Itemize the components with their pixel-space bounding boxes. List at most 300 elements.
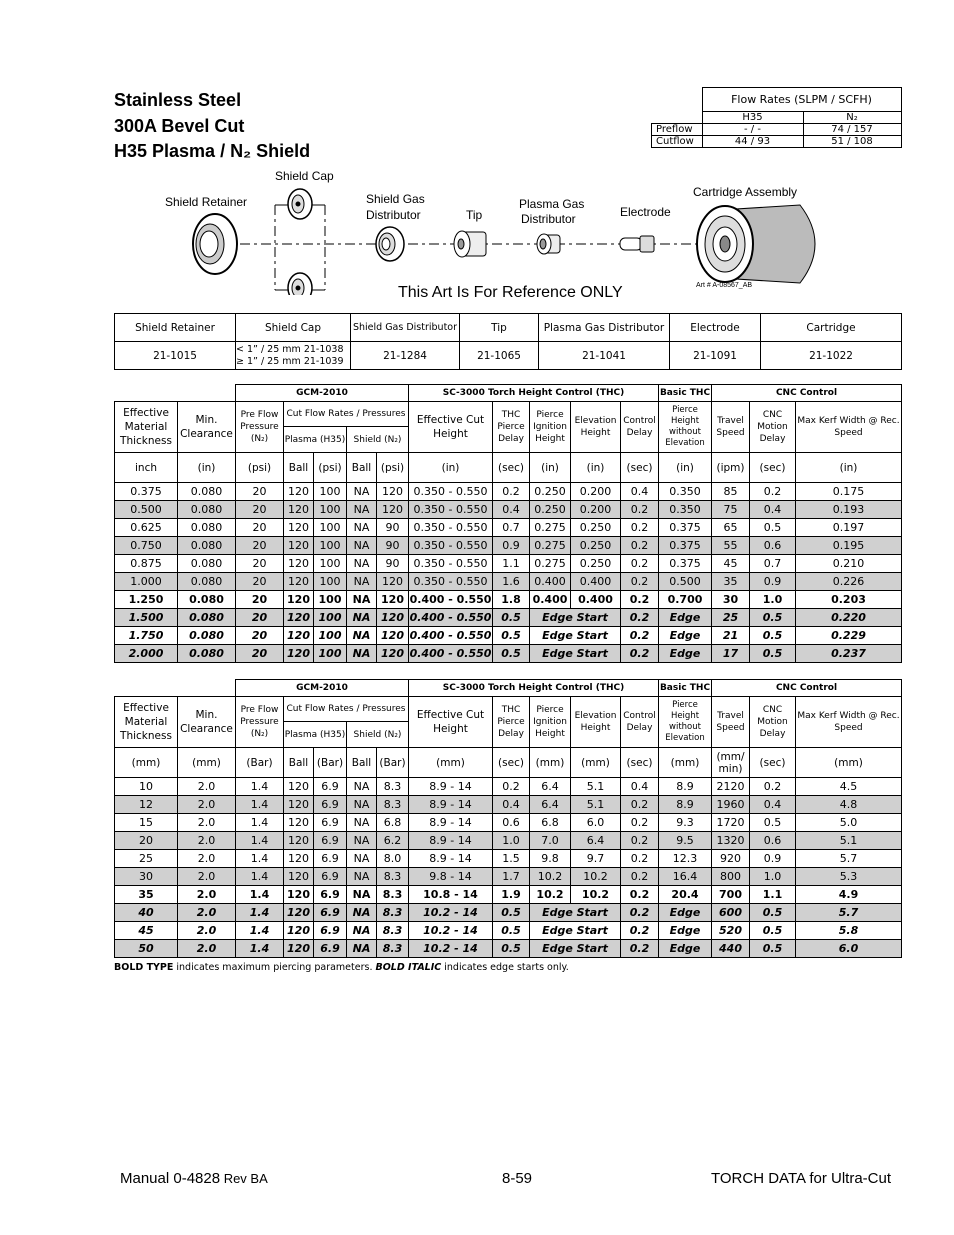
art-number: Art # A-08567_AB	[696, 282, 753, 289]
table-cell: 0.226	[796, 573, 902, 591]
table-row	[115, 922, 902, 940]
table-cell: Edge	[659, 609, 712, 627]
flow-cutflow-h35: 44 / 93	[702, 136, 803, 148]
table-cell: 0.080	[178, 519, 236, 537]
table-cell: 1.5	[493, 850, 530, 868]
table-row	[115, 886, 902, 904]
table-cell: 0.200	[571, 483, 621, 501]
table-cell: 0.4	[621, 483, 659, 501]
unit-cell: (Bar)	[377, 748, 409, 778]
table-cell: 1.500	[115, 609, 178, 627]
table-cell: 8.3	[377, 778, 409, 796]
table-cell: 2120	[712, 778, 750, 796]
parts-header: Plasma Gas Distributor	[539, 314, 670, 342]
table-cell: 100	[314, 573, 347, 591]
table-cell: 2.0	[178, 850, 236, 868]
header-preflow-pressure: Pre Flow Pressure (N₂)	[236, 697, 284, 748]
table-cell: NA	[347, 609, 377, 627]
table-cell: 9.8 - 14	[409, 868, 493, 886]
table-cell: 0.080	[178, 537, 236, 555]
table-cell: 0.400 - 0.550	[409, 591, 493, 609]
table-cell: 1.1	[493, 555, 530, 573]
label-shield-retainer: Shield Retainer	[165, 195, 248, 209]
table-cell: 6.9	[314, 886, 347, 904]
table-cell: 0.5	[750, 627, 796, 645]
table-cell: NA	[347, 519, 377, 537]
table-cell: 0.350 - 0.550	[409, 519, 493, 537]
table-cell: 4.8	[796, 796, 902, 814]
table-cell: 90	[377, 537, 409, 555]
unit-cell: Ball	[284, 453, 314, 483]
table-cell: 0.875	[115, 555, 178, 573]
table-cell: 0.5	[493, 645, 530, 663]
shield-cap-drawing	[288, 189, 312, 295]
table-cell: 1.750	[115, 627, 178, 645]
table-cell: 12.3	[659, 850, 712, 868]
table-cell: 0.080	[178, 483, 236, 501]
legend-bold-italic-text: indicates edge starts only.	[441, 962, 569, 973]
table-cell: 0.250	[530, 483, 571, 501]
table-cell: 0.195	[796, 537, 902, 555]
unit-cell: (mm/ min)	[712, 748, 750, 778]
table-cell: 20	[115, 832, 178, 850]
legend-bold-italic-label: BOLD ITALIC	[375, 962, 442, 973]
header-cutflow-rates: Cut Flow Rates / Pressures	[284, 402, 409, 427]
table-cell: 6.9	[314, 850, 347, 868]
table-cell: 1.0	[750, 591, 796, 609]
table-cell: 5.7	[796, 850, 902, 868]
header-min-clearance: Min. Clearance	[178, 402, 236, 453]
table-row	[115, 645, 902, 663]
table-cell: 5.8	[796, 922, 902, 940]
header-elevation-height: Elevation Height	[571, 402, 621, 453]
table-cell: 0.080	[178, 573, 236, 591]
table-cell: 2.000	[115, 645, 178, 663]
legend-note	[114, 962, 569, 973]
table-cell: 120	[284, 868, 314, 886]
table-cell: 6.4	[530, 796, 571, 814]
table-cell: 6.0	[796, 940, 902, 958]
table-cell: 0.250	[571, 537, 621, 555]
flow-col-n2: N₂	[803, 112, 901, 124]
table-cell: 1.4	[236, 922, 284, 940]
parts-header: Shield Retainer	[115, 314, 236, 342]
table-cell: 2.0	[178, 796, 236, 814]
table-cell: 120	[377, 609, 409, 627]
header-control-delay: Control Delay	[621, 402, 659, 453]
table-cell: NA	[347, 814, 377, 832]
table-cell: 6.4	[530, 778, 571, 796]
table-cell: Edge	[659, 904, 712, 922]
unit-cell: (in)	[178, 453, 236, 483]
unit-cell: (Bar)	[314, 748, 347, 778]
title-gas: H35 Plasma / N₂ Shield	[114, 141, 311, 161]
flow-preflow-label: Preflow	[652, 124, 703, 136]
table-cell: 15	[115, 814, 178, 832]
flow-cutflow-n2: 51 / 108	[803, 136, 901, 148]
table-row	[115, 904, 902, 922]
header-min-clearance: Min. Clearance	[178, 697, 236, 748]
table-cell: 0.2	[621, 555, 659, 573]
table-cell: 1.000	[115, 573, 178, 591]
table-cell: 0.5	[493, 940, 530, 958]
table-cell: 90	[377, 555, 409, 573]
table-cell: Edge	[659, 922, 712, 940]
table-cell: 0.9	[750, 850, 796, 868]
table-cell: 100	[314, 555, 347, 573]
header-eff-thickness: Effective Material Thickness	[115, 697, 178, 748]
table-cell: 0.6	[493, 814, 530, 832]
table-cell: 0.350 - 0.550	[409, 573, 493, 591]
flow-rates-table	[651, 87, 902, 148]
table-cell: 0.350 - 0.550	[409, 555, 493, 573]
table-cell: 100	[314, 627, 347, 645]
table-cell: 0.4	[621, 778, 659, 796]
table-cell: 0.700	[659, 591, 712, 609]
table-cell: 20	[236, 591, 284, 609]
table-row	[115, 501, 902, 519]
table-cell: 1.4	[236, 868, 284, 886]
table-cell: 10.2	[530, 886, 571, 904]
table-cell: 75	[712, 501, 750, 519]
part-number-shield-cap	[236, 342, 351, 370]
table-cell: 0.2	[621, 814, 659, 832]
legend-bold-text: indicates maximum piercing parameters.	[173, 962, 376, 973]
table-cell: 0.080	[178, 555, 236, 573]
table-cell: Edge	[659, 645, 712, 663]
table-cell: 0.400 - 0.550	[409, 627, 493, 645]
table-cell: 100	[314, 591, 347, 609]
table-row	[115, 519, 902, 537]
parts-table	[114, 313, 902, 370]
table-cell: 5.1	[571, 778, 621, 796]
table-cell: 1320	[712, 832, 750, 850]
table-cell: 1.1	[750, 886, 796, 904]
table-cell: 0.500	[659, 573, 712, 591]
table-row	[115, 832, 902, 850]
table-cell: 5.1	[796, 832, 902, 850]
shield-cap-option-large: ≥ 1” / 25 mm 21-1039	[236, 355, 344, 367]
header-basic-thc: Basic THC	[659, 385, 712, 402]
electrode-drawing	[620, 236, 654, 252]
unit-cell: (mm)	[530, 748, 571, 778]
table-cell: 0.2	[621, 537, 659, 555]
table-cell: 120	[284, 591, 314, 609]
table-cell: 0.210	[796, 555, 902, 573]
table-cell: 2.0	[178, 778, 236, 796]
header-pierce-height-wo-elev: Pierce Height without Elevation	[659, 402, 712, 453]
label-electrode: Electrode	[620, 205, 671, 219]
table-cell: 0.2	[621, 573, 659, 591]
table-cell: 0.4	[750, 501, 796, 519]
header-gcm: GCM-2010	[236, 680, 409, 697]
label-shield-cap: Shield Cap	[275, 169, 334, 183]
table-cell: 100	[314, 537, 347, 555]
table-cell: 0.400	[571, 573, 621, 591]
table-row	[115, 537, 902, 555]
table-cell: 20	[236, 573, 284, 591]
table-cell: 6.9	[314, 832, 347, 850]
table-cell: 20	[236, 501, 284, 519]
table-cell: 0.375	[659, 555, 712, 573]
table-cell: 120	[284, 850, 314, 868]
reference-note: This Art Is For Reference ONLY	[398, 284, 623, 301]
unit-cell: (mm)	[178, 748, 236, 778]
title-process: 300A Bevel Cut	[114, 116, 245, 136]
units-row	[115, 453, 902, 483]
unit-cell: inch	[115, 453, 178, 483]
table-cell: 0.4	[493, 501, 530, 519]
label-cartridge-assembly: Cartridge Assembly	[693, 185, 798, 199]
table-cell: 0.350 - 0.550	[409, 537, 493, 555]
table-cell: 0.080	[178, 645, 236, 663]
table-cell: NA	[347, 868, 377, 886]
header-plasma-h35: Plasma (H35)	[284, 722, 347, 748]
table-cell: 120	[284, 778, 314, 796]
table-cell: 5.1	[571, 796, 621, 814]
table-row	[115, 850, 902, 868]
table-cell: 20	[236, 483, 284, 501]
table-cell: 0.2	[621, 519, 659, 537]
table-cell: 600	[712, 904, 750, 922]
table-cell: 55	[712, 537, 750, 555]
parts-header: Cartridge	[761, 314, 902, 342]
table-cell: 120	[284, 573, 314, 591]
table-cell: Edge	[659, 940, 712, 958]
table-cell: 1.4	[236, 886, 284, 904]
table-cell: 0.400 - 0.550	[409, 645, 493, 663]
table-row	[115, 796, 902, 814]
table-cell: 8.9	[659, 778, 712, 796]
table-cell: 1.9	[493, 886, 530, 904]
table-cell: 0.2	[750, 778, 796, 796]
table-cell: 7.0	[530, 832, 571, 850]
table-cell: 40	[115, 904, 178, 922]
metric-parameters-table	[114, 679, 902, 958]
table-cell: 120	[284, 922, 314, 940]
table-cell: Edge	[659, 627, 712, 645]
table-cell: 9.5	[659, 832, 712, 850]
table-cell: 100	[314, 519, 347, 537]
table-cell: Edge Start	[530, 940, 621, 958]
table-row	[115, 868, 902, 886]
table-cell: 0.193	[796, 501, 902, 519]
table-cell: 0.2	[621, 850, 659, 868]
table-cell: 0.7	[750, 555, 796, 573]
table-cell: 100	[314, 645, 347, 663]
header-eff-thickness: Effective Material Thickness	[115, 402, 178, 453]
table-cell: 1.250	[115, 591, 178, 609]
header-eff-cut-height: Effective Cut Height	[409, 402, 493, 453]
unit-cell: (in)	[659, 453, 712, 483]
table-cell: 120	[284, 555, 314, 573]
table-cell: 1.7	[493, 868, 530, 886]
table-cell: 0.250	[571, 519, 621, 537]
table-cell: 0.4	[493, 796, 530, 814]
table-cell: 440	[712, 940, 750, 958]
table-cell: 0.350 - 0.550	[409, 483, 493, 501]
table-cell: 20.4	[659, 886, 712, 904]
unit-cell: (in)	[530, 453, 571, 483]
table-cell: NA	[347, 645, 377, 663]
table-cell: 0.250	[571, 555, 621, 573]
header-pierce-ignition-height: Pierce Ignition Height	[530, 402, 571, 453]
table-cell: 1.6	[493, 573, 530, 591]
table-cell: 0.2	[493, 483, 530, 501]
table-cell: 0.080	[178, 609, 236, 627]
unit-cell: (mm)	[409, 748, 493, 778]
table-cell: 0.275	[530, 537, 571, 555]
unit-cell: Ball	[347, 748, 377, 778]
table-cell: 6.9	[314, 904, 347, 922]
table-cell: 0.5	[493, 904, 530, 922]
table-cell: 0.9	[493, 537, 530, 555]
table-cell: 6.9	[314, 814, 347, 832]
table-cell: 100	[314, 609, 347, 627]
table-cell: 120	[284, 645, 314, 663]
table-cell: NA	[347, 591, 377, 609]
table-cell: 20	[236, 537, 284, 555]
table-cell: 45	[712, 555, 750, 573]
units-row	[115, 748, 902, 778]
table-cell: 5.7	[796, 904, 902, 922]
table-cell: 120	[284, 519, 314, 537]
footer-revision: Rev BA	[220, 1171, 268, 1186]
label-shield-gas-distributor-2: Distributor	[366, 208, 421, 222]
table-cell: 6.2	[377, 832, 409, 850]
table-row	[115, 555, 902, 573]
cartridge-assembly-drawing	[697, 205, 815, 283]
table-cell: 5.0	[796, 814, 902, 832]
table-cell: 1.8	[493, 591, 530, 609]
table-cell: 0.5	[750, 645, 796, 663]
table-cell: 8.9	[659, 796, 712, 814]
table-cell: NA	[347, 483, 377, 501]
table-cell: 120	[377, 573, 409, 591]
unit-cell: (psi)	[236, 453, 284, 483]
table-cell: 120	[284, 904, 314, 922]
table-cell: 17	[712, 645, 750, 663]
table-cell: 8.9 - 14	[409, 778, 493, 796]
table-cell: 8.3	[377, 868, 409, 886]
flow-preflow-h35: - / -	[702, 124, 803, 136]
table-cell: 0.2	[621, 886, 659, 904]
parts-header: Electrode	[670, 314, 761, 342]
table-cell: Edge Start	[530, 627, 621, 645]
unit-cell: (mm)	[659, 748, 712, 778]
header-eff-cut-height: Effective Cut Height	[409, 697, 493, 748]
unit-cell: (Bar)	[236, 748, 284, 778]
table-cell: 8.3	[377, 940, 409, 958]
table-cell: 1720	[712, 814, 750, 832]
table-cell: 0.350 - 0.550	[409, 501, 493, 519]
header-thc-pierce-delay: THC Pierce Delay	[493, 697, 530, 748]
table-row	[115, 627, 902, 645]
table-cell: 0.250	[530, 501, 571, 519]
table-cell: 5.3	[796, 868, 902, 886]
table-cell: 2.0	[178, 922, 236, 940]
header-shield-n2: Shield (N₂)	[347, 427, 409, 453]
table-row	[115, 591, 902, 609]
table-cell: 120	[284, 940, 314, 958]
header-max-kerf: Max Kerf Width @ Rec. Speed	[796, 697, 902, 748]
table-cell: 0.237	[796, 645, 902, 663]
table-cell: 120	[284, 609, 314, 627]
table-cell: 0.750	[115, 537, 178, 555]
legend-bold-label: BOLD TYPE	[114, 962, 174, 973]
table-cell: 0.400	[530, 573, 571, 591]
part-number-tip: 21-1065	[460, 342, 539, 370]
table-cell: 8.3	[377, 922, 409, 940]
table-cell: NA	[347, 922, 377, 940]
table-cell: 120	[377, 483, 409, 501]
table-cell: 30	[712, 591, 750, 609]
table-cell: 20	[236, 519, 284, 537]
table-cell: 35	[712, 573, 750, 591]
footer-page-number: 8-59	[502, 1170, 533, 1187]
flow-col-h35: H35	[702, 112, 803, 124]
header-cnc: CNC Control	[712, 385, 902, 402]
table-cell: NA	[347, 501, 377, 519]
parts-header: Tip	[460, 314, 539, 342]
unit-cell: (sec)	[493, 748, 530, 778]
unit-cell: (mm)	[115, 748, 178, 778]
table-cell: 0.350	[659, 501, 712, 519]
table-cell: 8.9 - 14	[409, 814, 493, 832]
table-cell: 0.375	[659, 519, 712, 537]
table-cell: 20	[236, 627, 284, 645]
shield-cap-option-small: < 1” / 25 mm 21-1038	[236, 343, 344, 355]
parts-header: Shield Cap	[236, 314, 351, 342]
table-cell: 6.9	[314, 922, 347, 940]
label-plasma-gas-distributor-1: Plasma Gas	[519, 197, 585, 211]
unit-cell: Ball	[284, 748, 314, 778]
table-cell: 25	[712, 609, 750, 627]
label-shield-gas-distributor-1: Shield Gas	[366, 192, 425, 206]
header-travel-speed: Travel Speed	[712, 402, 750, 453]
plasma-gas-distributor-drawing	[537, 234, 560, 254]
table-cell: 8.3	[377, 796, 409, 814]
table-cell: 1.4	[236, 814, 284, 832]
unit-cell: (sec)	[493, 453, 530, 483]
header-gcm: GCM-2010	[236, 385, 409, 402]
table-cell: 2.0	[178, 886, 236, 904]
flow-preflow-n2: 74 / 157	[803, 124, 901, 136]
table-cell: 0.2	[621, 796, 659, 814]
table-cell: 120	[377, 501, 409, 519]
label-plasma-gas-distributor-2: Distributor	[521, 212, 576, 226]
table-row	[115, 814, 902, 832]
header-plasma-h35: Plasma (H35)	[284, 427, 347, 453]
table-cell: 90	[377, 519, 409, 537]
table-cell: 1.4	[236, 778, 284, 796]
unit-cell: Ball	[347, 453, 377, 483]
table-cell: 9.7	[571, 850, 621, 868]
table-cell: Edge Start	[530, 609, 621, 627]
table-cell: 20	[236, 609, 284, 627]
table-cell: 0.400 - 0.550	[409, 609, 493, 627]
table-cell: 10.2	[571, 868, 621, 886]
unit-cell: (sec)	[750, 748, 796, 778]
table-cell: 6.9	[314, 778, 347, 796]
header-preflow-pressure: Pre Flow Pressure (N₂)	[236, 402, 284, 453]
table-cell: 6.9	[314, 868, 347, 886]
header-control-delay: Control Delay	[621, 697, 659, 748]
table-cell: 9.3	[659, 814, 712, 832]
table-cell: 6.9	[314, 796, 347, 814]
unit-cell: (ipm)	[712, 453, 750, 483]
table-cell: 1.4	[236, 940, 284, 958]
